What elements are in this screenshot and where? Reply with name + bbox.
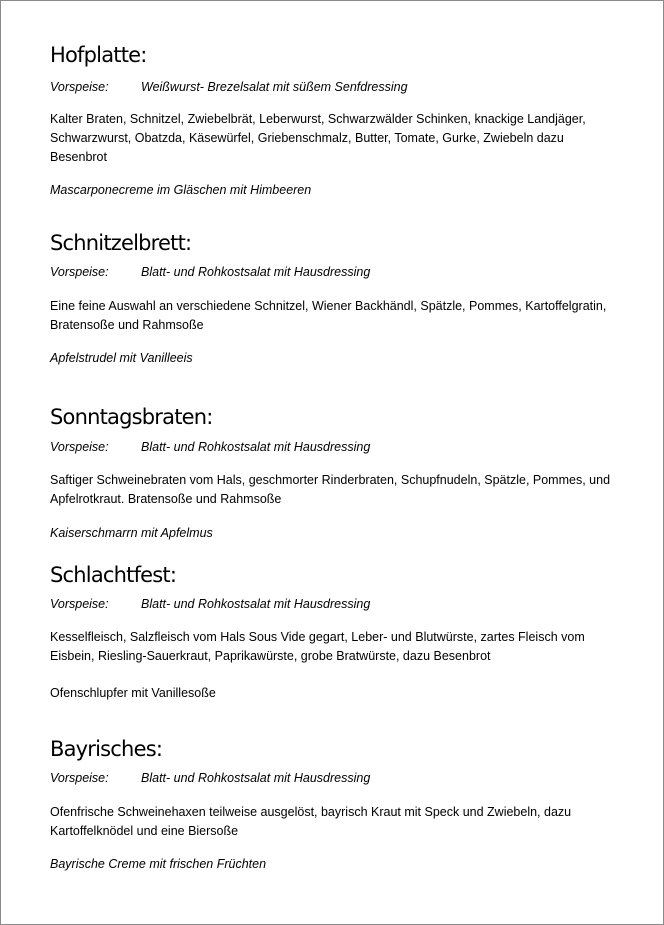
- starter-label: Vorspeise:: [50, 265, 109, 279]
- main-line: Eine feine Auswahl an verschiedene Schnitzel, Wiener Backhändl, Spätzle, Pommes, Kartoffelgratin,: [50, 299, 607, 313]
- main-line: Kartoffelknödel und eine Biersoße: [50, 824, 239, 838]
- dessert-line-schnitzelbrett: Apfelstrudel mit Vanilleeis: [50, 351, 193, 365]
- starter-line-hofplatte: [50, 78, 408, 97]
- main-line: Besenbrot: [50, 150, 107, 164]
- starter-dish: Blatt- und Rohkostsalat mit Hausdressing: [141, 771, 371, 785]
- main-line: Kesselfleisch, Salzfleisch vom Hals Sous Vide gegart, Leber- und Blutwürste, zartes Fleisch vom: [50, 630, 585, 644]
- main-line: Apfelrotkraut. Bratensoße und Rahmsoße: [50, 492, 282, 506]
- starter-line-sonntagsbraten: [50, 438, 371, 457]
- starter-line-schlachtfest: [50, 595, 371, 614]
- main-line: Schwarzwurst, Obatzda, Käsewürfel, Griebenschmalz, Butter, Tomate, Gurke, Zwiebeln dazu: [50, 131, 564, 145]
- dessert-line-schlachtfest: Ofenschlupfer mit Vanillesoße: [50, 686, 216, 700]
- starter-label: Vorspeise:: [50, 80, 109, 94]
- main-line: Kalter Braten, Schnitzel, Zwiebelbrät, Leberwurst, Schwarzwälder Schinken, knackige Landjäger,: [50, 112, 586, 126]
- starter-dish: Weißwurst- Brezelsalat mit süßem Senfdressing: [141, 80, 408, 94]
- main-line: Saftiger Schweinebraten vom Hals, geschmorter Rinderbraten, Schupfnudeln, Spätzle, Pommes, und: [50, 473, 611, 487]
- dessert-line-bayrisches: Bayrische Creme mit frischen Früchten: [50, 857, 267, 871]
- starter-line-schnitzelbrett: [50, 263, 371, 282]
- section-title-hofplatte: Hofplatte:: [50, 43, 147, 67]
- main-line: Eisbein, Riesling-Sauerkraut, Paprikawürste, grobe Bratwürste, dazu Besenbrot: [50, 649, 491, 663]
- starter-label: Vorspeise:: [50, 440, 109, 454]
- starter-label: Vorspeise:: [50, 597, 109, 611]
- section-title-sonntagsbraten: Sonntagsbraten:: [50, 405, 213, 429]
- starter-dish: Blatt- und Rohkostsalat mit Hausdressing: [141, 440, 371, 454]
- main-line: Ofenfrische Schweinehaxen teilweise ausgelöst, bayrisch Kraut mit Speck und Zwiebeln, dazu: [50, 805, 572, 819]
- dessert-line-sonntagsbraten: Kaiserschmarrn mit Apfelmus: [50, 526, 213, 540]
- starter-dish: Blatt- und Rohkostsalat mit Hausdressing: [141, 265, 371, 279]
- dessert-line-hofplatte: Mascarponecreme im Gläschen mit Himbeeren: [50, 183, 312, 197]
- section-title-schlachtfest: Schlachtfest:: [50, 563, 177, 587]
- section-title-schnitzelbrett: Schnitzelbrett:: [50, 231, 192, 255]
- starter-label: Vorspeise:: [50, 771, 109, 785]
- main-line: Bratensoße und Rahmsoße: [50, 318, 204, 332]
- section-title-bayrisches: Bayrisches:: [50, 737, 163, 761]
- starter-dish: Blatt- und Rohkostsalat mit Hausdressing: [141, 597, 371, 611]
- starter-line-bayrisches: [50, 769, 371, 788]
